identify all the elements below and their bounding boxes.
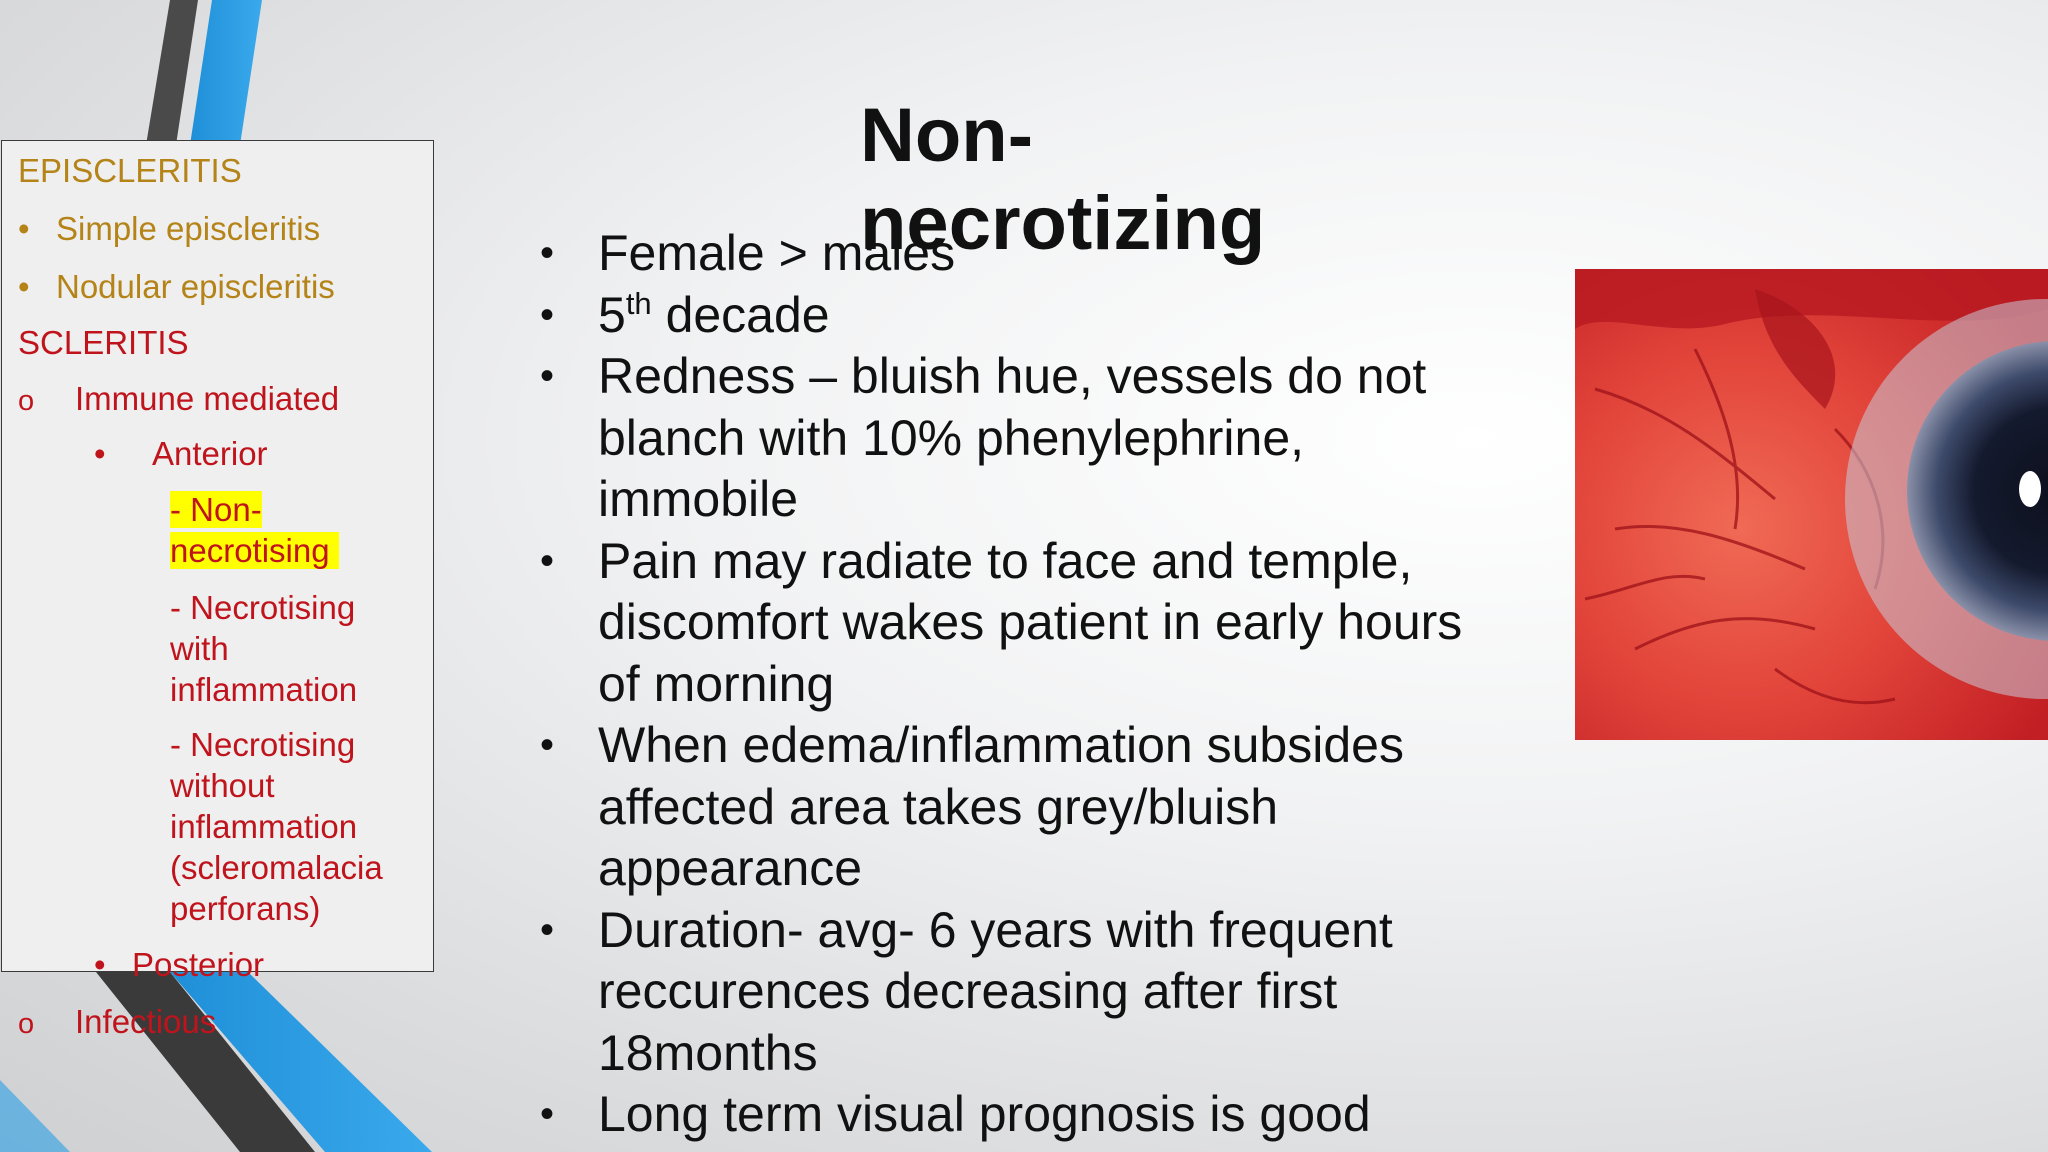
highlight-pad bbox=[330, 532, 339, 569]
infectious-bullet: o bbox=[18, 1008, 35, 1040]
bullet-dot: • bbox=[540, 354, 555, 398]
bullet-line: of morning bbox=[598, 655, 835, 712]
bullet-line: affected area takes grey/bluish bbox=[598, 778, 1279, 835]
bullet-dot: • bbox=[540, 723, 555, 767]
necrotising-without-line1: - Necrotising bbox=[170, 726, 356, 763]
anterior-item: Anterior bbox=[152, 435, 268, 472]
bullet-number: 5 bbox=[598, 286, 626, 343]
pupil-reflection bbox=[2019, 471, 2041, 507]
bottom-blue-stripe-2 bbox=[0, 1080, 70, 1152]
bullet-superscript: th bbox=[625, 285, 652, 321]
bullet-dot: • bbox=[540, 907, 555, 952]
bullet-item bbox=[540, 223, 1540, 285]
bullet-dot: • bbox=[540, 231, 555, 275]
bullet-text: Long term visual prognosis is good bbox=[598, 1086, 1371, 1142]
non-necrotising-line1: - Non- bbox=[170, 491, 262, 528]
scleritis-eye-photo bbox=[1575, 269, 2048, 740]
necrotising-without-line2: without bbox=[170, 767, 275, 804]
bullet-line: appearance bbox=[598, 840, 863, 896]
immune-mediated-bullet: o bbox=[18, 385, 35, 417]
posterior-item: Posterior bbox=[132, 946, 265, 983]
necrotising-with-line1: - Necrotising bbox=[170, 589, 356, 626]
necrotising-with-line3: inflammation bbox=[170, 671, 358, 708]
bullet-dot: • bbox=[540, 538, 555, 583]
slide-title-line1: Non- bbox=[860, 93, 1034, 178]
bullet-dot: • bbox=[540, 1092, 555, 1136]
necrotising-without-line4: (scleromalacia bbox=[170, 849, 383, 886]
top-dark-stripe bbox=[146, 0, 198, 145]
bullet-item bbox=[540, 1084, 1540, 1146]
non-necrotising-line2: necrotising bbox=[170, 532, 330, 569]
anterior-bullet: • bbox=[94, 435, 106, 472]
bullet-item bbox=[540, 900, 1540, 1085]
bullet-text: Female > males bbox=[598, 225, 956, 281]
bullet-item bbox=[540, 346, 1540, 531]
nodular-episcleritis-item: Nodular episcleritis bbox=[56, 268, 335, 305]
bullet-line: Duration- avg- 6 years with frequent bbox=[598, 901, 1393, 958]
bullet-line: Pain may radiate to face and temple, bbox=[598, 532, 1413, 589]
bullet-item bbox=[540, 285, 1540, 347]
necrotising-with-line2: with bbox=[170, 630, 229, 667]
episcleritis-heading: EPISCLERITIS bbox=[18, 152, 242, 189]
bullet-line: blanch with 10% phenylephrine, bbox=[598, 409, 1305, 466]
non-necrotising-item bbox=[170, 489, 262, 530]
necrotising-without-line5: perforans) bbox=[170, 890, 321, 927]
bullet-line: discomfort wakes patient in early hours bbox=[598, 594, 1463, 650]
bullet-line: Redness – bluish hue, vessels do not bbox=[598, 348, 1427, 404]
bullet-text: decade bbox=[651, 286, 830, 343]
bullet-item bbox=[540, 531, 1540, 716]
necrotising-without-line3: inflammation bbox=[170, 808, 358, 845]
simple-episcleritis-item: Simple episcleritis bbox=[56, 210, 321, 247]
bullet-item bbox=[540, 715, 1540, 900]
nodular-episcleritis-bullet: • bbox=[18, 268, 30, 305]
posterior-bullet: • bbox=[94, 946, 106, 983]
bullet-line: When edema/inflammation subsides bbox=[598, 717, 1404, 773]
non-necrotising-item-cont bbox=[170, 530, 339, 571]
bullet-line: immobile bbox=[598, 471, 799, 527]
top-blue-stripe bbox=[190, 0, 262, 145]
immune-mediated-item: Immune mediated bbox=[75, 380, 340, 417]
scleritis-heading: SCLERITIS bbox=[18, 324, 189, 361]
infectious-item: Infectious bbox=[75, 1003, 217, 1040]
simple-episcleritis-bullet: • bbox=[18, 210, 30, 247]
bullet-line: 18months bbox=[598, 1024, 818, 1081]
bullet-list bbox=[540, 223, 1540, 1146]
bullet-dot: • bbox=[540, 292, 555, 337]
slide-title-line2: necrotizing bbox=[860, 181, 1266, 266]
bullet-line: reccurences decreasing after first bbox=[598, 963, 1338, 1019]
